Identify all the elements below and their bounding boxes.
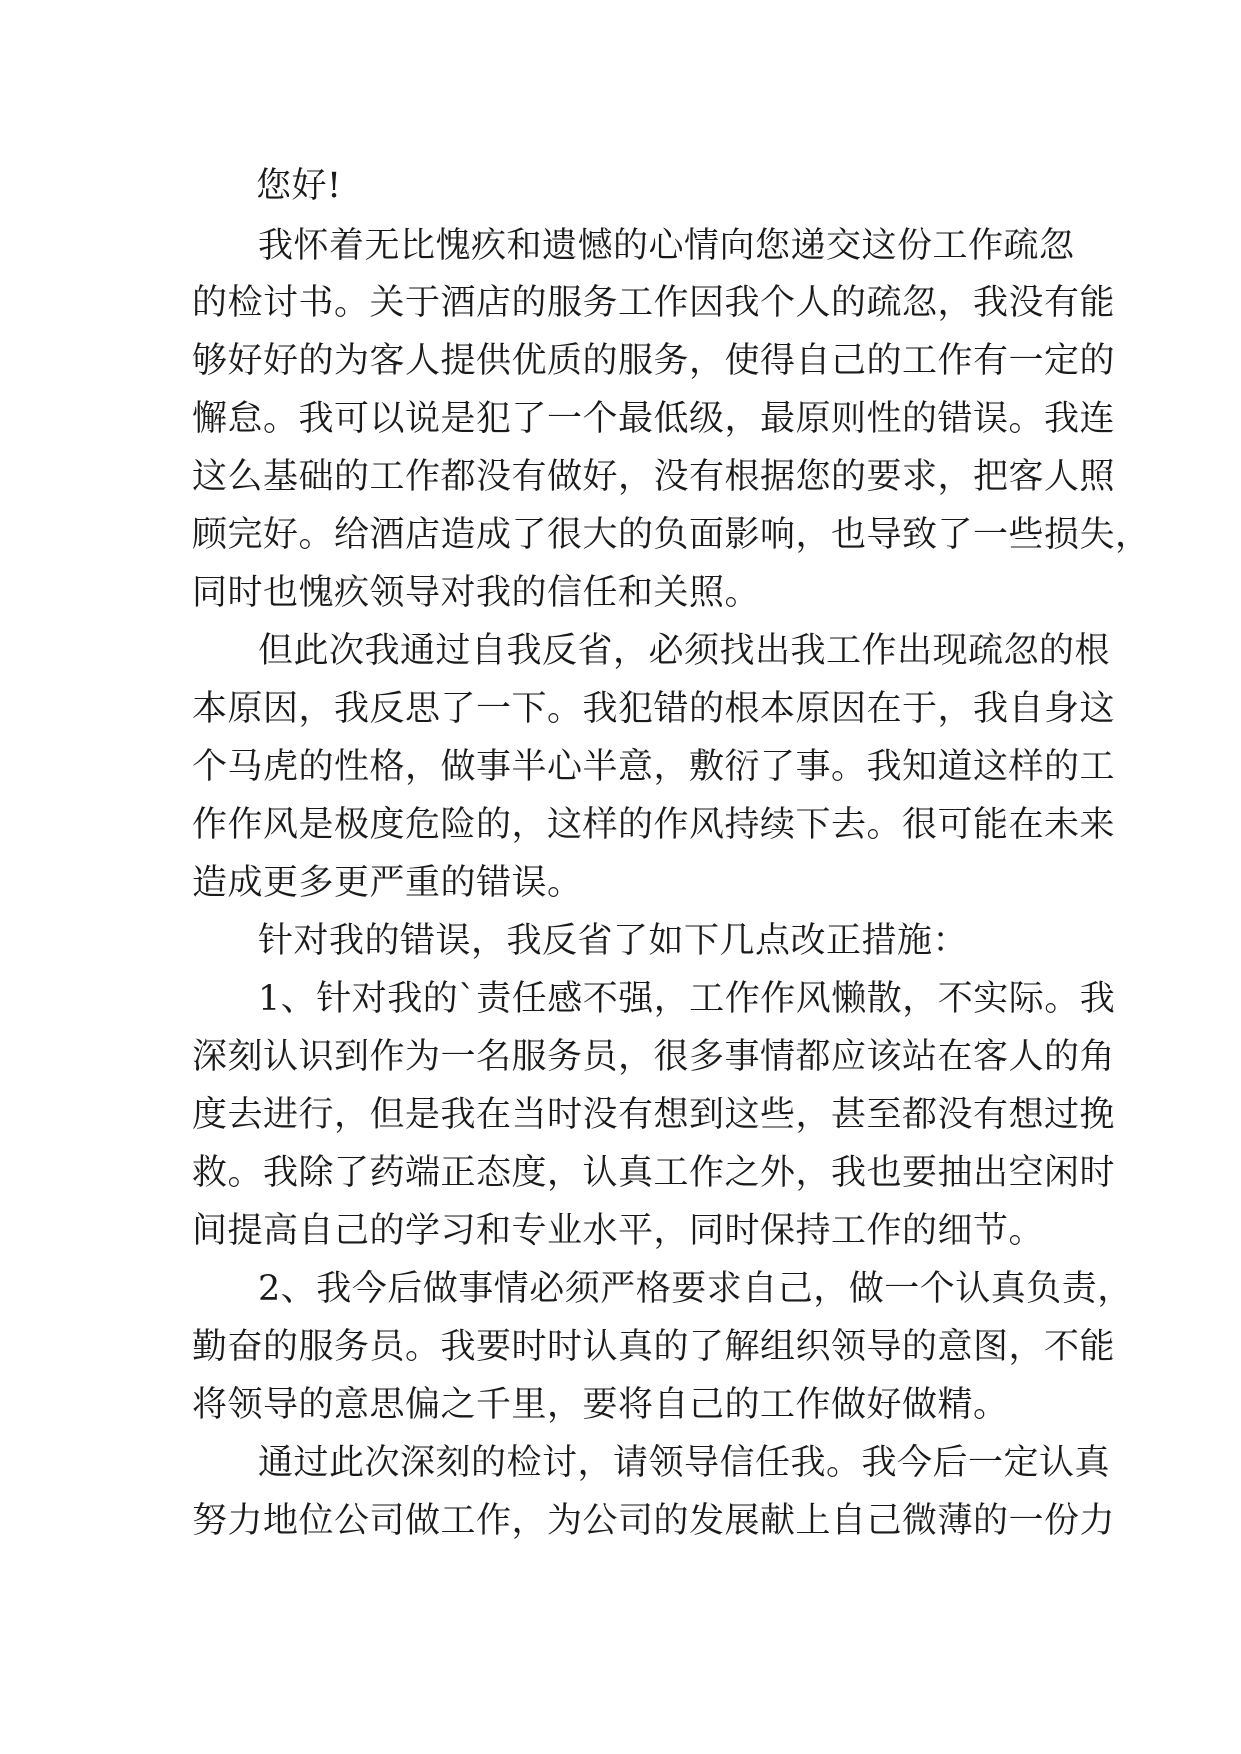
text-line: 同时也愧疚领导对我的信任和关照。 xyxy=(192,573,761,613)
text-line: 顾完好。给酒店造成了很大的负面影响，也导致了一些损失， xyxy=(192,515,1151,555)
text-line: 够好好的为客人提供优质的服务，使得自己的工作有一定的 xyxy=(192,341,1116,381)
text-line: 我怀着无比愧疚和遗憾的心情向您递交这份工作疏忽 xyxy=(258,226,1075,266)
text-line: 您好! xyxy=(256,166,342,206)
text-line: 这么基础的工作都没有做好，没有根据您的要求，把客人照 xyxy=(192,457,1116,497)
text-line: 将领导的意思偏之千里，要将自己的工作做好做精。 xyxy=(192,1385,1009,1425)
text-line: 的检讨书。关于酒店的服务工作因我个人的疏忽，我没有能 xyxy=(192,283,1116,323)
text-line: 造成更多更严重的错误。 xyxy=(192,863,583,903)
text-line: 勤奋的服务员。我要时时认真的了解组织领导的意图，不能 xyxy=(192,1327,1116,1367)
text-line: 努力地位公司做工作，为公司的发展献上自己微薄的一份力 xyxy=(192,1501,1116,1541)
text-line: 懈怠。我可以说是犯了一个最低级，最原则性的错误。我连 xyxy=(192,399,1116,439)
text-line: 但此次我通过自我反省，必须找出我工作出现疏忽的根 xyxy=(258,631,1111,671)
text-line: 个马虎的性格，做事半心半意，敷衍了事。我知道这样的工 xyxy=(192,747,1116,787)
text-line: 间提高自己的学习和专业水平，同时保持工作的细节。 xyxy=(192,1211,1045,1251)
text-line: 本原因，我反思了一下。我犯错的根本原因在于，我自身这 xyxy=(192,689,1116,729)
text-line: 度去进行，但是我在当时没有想到这些，甚至都没有想过挽 xyxy=(192,1095,1116,1135)
text-line: 救。我除了药端正态度，认真工作之外，我也要抽出空闲时 xyxy=(192,1153,1116,1193)
text-line: 深刻认识到作为一名服务员，很多事情都应该站在客人的角 xyxy=(192,1037,1116,1077)
text-line: 2、我今后做事情必须严格要求自己，做一个认真负责， xyxy=(258,1269,1133,1309)
text-line: 通过此次深刻的检讨，请领导信任我。我今后一定认真 xyxy=(258,1443,1111,1483)
text-line: 1、针对我的`责任感不强，工作作风懒散，不实际。我 xyxy=(258,979,1116,1019)
text-line: 针对我的错误，我反省了如下几点改正措施： xyxy=(258,921,969,961)
text-line: 作作风是极度危险的，这样的作风持续下去。很可能在未来 xyxy=(192,805,1116,845)
